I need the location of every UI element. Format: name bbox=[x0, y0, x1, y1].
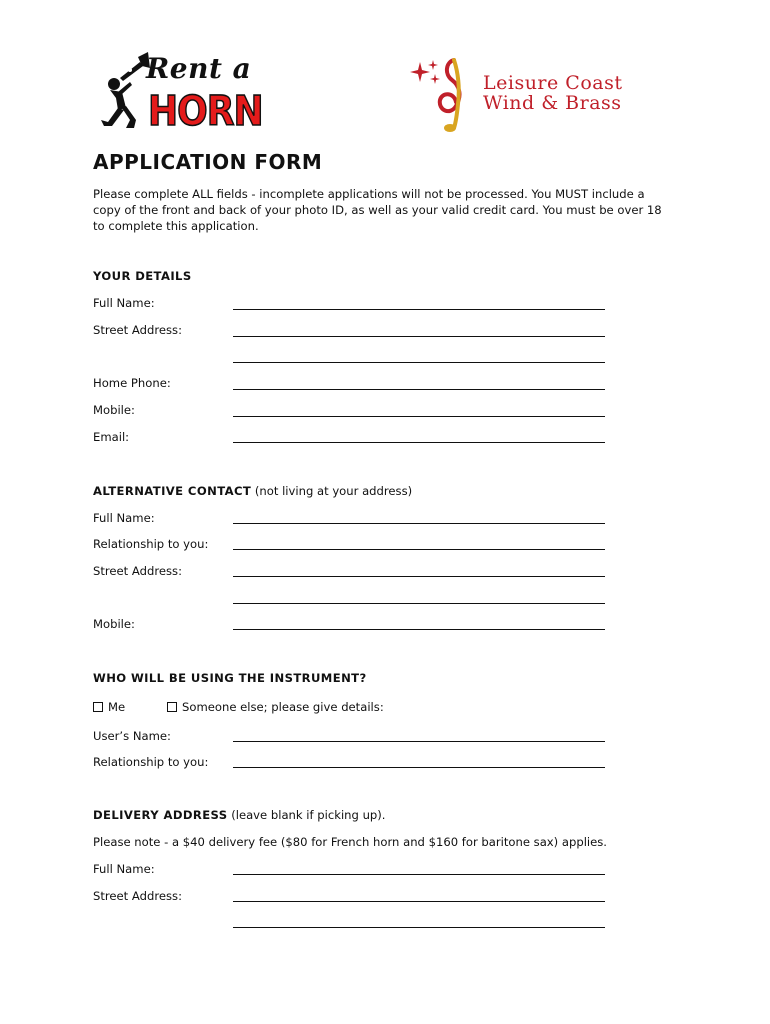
your-email-label: Email: bbox=[93, 430, 130, 444]
user-relationship-label: Relationship to you: bbox=[93, 755, 209, 769]
delivery-full-name-field[interactable] bbox=[233, 874, 605, 875]
your-mobile-label: Mobile: bbox=[93, 403, 135, 417]
page-title: APPLICATION FORM bbox=[93, 150, 323, 174]
delivery-fee-note: Please note - a $40 delivery fee ($80 for French horn and $160 for baritone sax) applies. bbox=[93, 835, 607, 849]
your-mobile-field[interactable] bbox=[233, 416, 605, 417]
your-street-address-label: Street Address: bbox=[93, 323, 182, 337]
your-full-name-field[interactable] bbox=[233, 309, 605, 310]
alt-full-name-label: Full Name: bbox=[93, 511, 155, 525]
saxophone-clef-icon bbox=[410, 58, 480, 133]
alt-street-address-label: Street Address: bbox=[93, 564, 182, 578]
alt-full-name-field[interactable] bbox=[233, 523, 605, 524]
delivery-address-note: (leave blank if picking up). bbox=[227, 808, 386, 822]
logo-rent-a-text: Rent a bbox=[146, 52, 252, 85]
delivery-street-address-field[interactable] bbox=[233, 901, 605, 902]
form-header bbox=[93, 150, 693, 234]
option-someone-else-label: Someone else; please give details: bbox=[182, 700, 384, 714]
leisure-coast-logo bbox=[410, 58, 670, 133]
checkbox-someone-else[interactable] bbox=[167, 702, 177, 712]
delivery-full-name-label: Full Name: bbox=[93, 862, 155, 876]
option-someone-else[interactable] bbox=[167, 700, 384, 714]
logo-wind-brass-text: Wind & Brass bbox=[483, 92, 622, 114]
rent-a-horn-logo bbox=[96, 48, 271, 136]
your-home-phone-field[interactable] bbox=[233, 389, 605, 390]
alternative-contact-heading bbox=[93, 484, 412, 498]
alt-street-address-field[interactable] bbox=[233, 576, 605, 577]
option-me-label: Me bbox=[108, 700, 126, 714]
your-home-phone-label: Home Phone: bbox=[93, 376, 171, 390]
alt-street-address-field-2[interactable] bbox=[233, 603, 605, 604]
your-street-address-field-2[interactable] bbox=[233, 362, 605, 363]
alternative-contact-title: ALTERNATIVE CONTACT bbox=[93, 484, 252, 498]
intro-text: Please complete ALL fields - incomplete applications will not be processed. You MUST include a copy of the front and back of your photo ID, as well as your valid credit card. You must be over 18 to complete this application. bbox=[93, 187, 662, 233]
alternative-contact-note: (not living at your address) bbox=[251, 484, 413, 498]
your-full-name-label: Full Name: bbox=[93, 296, 155, 310]
users-name-label: User’s Name: bbox=[93, 729, 171, 743]
checkbox-me[interactable] bbox=[93, 702, 103, 712]
delivery-street-address-label: Street Address: bbox=[93, 889, 182, 903]
alt-mobile-field[interactable] bbox=[233, 629, 605, 630]
alt-relationship-label: Relationship to you: bbox=[93, 537, 209, 551]
logo-leisure-coast-text: Leisure Coast bbox=[483, 72, 623, 94]
delivery-address-heading bbox=[93, 808, 385, 822]
logo-horn-text: HORN bbox=[148, 88, 263, 136]
option-me[interactable] bbox=[93, 700, 125, 714]
your-email-field[interactable] bbox=[233, 442, 605, 443]
sparkle-icon bbox=[410, 60, 440, 84]
your-street-address-field[interactable] bbox=[233, 336, 605, 337]
delivery-street-address-field-2[interactable] bbox=[233, 927, 605, 928]
your-details-heading: YOUR DETAILS bbox=[93, 269, 192, 283]
alt-relationship-field[interactable] bbox=[233, 549, 605, 550]
delivery-address-title: DELIVERY ADDRESS bbox=[93, 808, 228, 822]
user-relationship-field[interactable] bbox=[233, 767, 605, 768]
instrument-user-heading: WHO WILL BE USING THE INSTRUMENT? bbox=[93, 671, 367, 685]
users-name-field[interactable] bbox=[233, 741, 605, 742]
alt-mobile-label: Mobile: bbox=[93, 617, 135, 631]
